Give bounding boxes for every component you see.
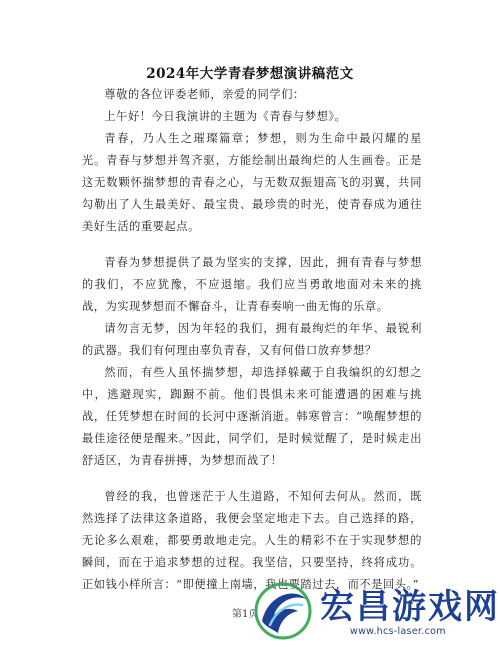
paragraph-topic: 上午好！今日我演讲的主题为《青春与梦想》。 [104,110,347,123]
dragon-logo-icon [250,581,316,641]
paragraph-personal: 曾经的我，也曾迷茫于人生道路，不知何去何从。然而，既然选择了法律这条道路，我便会坚定地走下去。自己选择的路，无论多么艰难，都要勇敢地走完。人生的精彩不在于实现梦想的瞬间，而在于追求梦想的过程。我坚信，只要坚持，终将成功。正如钱小样所言：“即便撞上南墙，我也要踏过去，而不是回头。” [82,490,422,591]
watermark-brand: 宏昌游戏网 [320,587,500,627]
site-watermark [246,575,500,647]
watermark-url: www.hcs-laser.com [350,626,446,637]
page-number: 第1页 [232,609,259,620]
document-title: 2024年大学青春梦想演讲稿范文 [146,66,354,82]
paragraph-youth-dream: 青春，乃人生之璀璨篇章；梦想，则为生命中最闪耀的星光。青春与梦想并驾齐驱，方能绘制出最绚烂的人生画卷。正是这无数颗怀揣梦想的青春之心，与无数双振翅高飞的羽翼，共同勾勒出了人生最美好、最宝贵、最珍贵的时光，使青春成为通往美好生活的重要起点。 [82,132,422,233]
document-body [82,84,422,596]
paragraph-no-dream: 请勿言无梦，因为年轻的我们，拥有最绚烂的年华、最锐利的武器。我们有何理由辜负青春，又有何借口放弃梦想？ [82,322,422,357]
greeting: 尊敬的各位评委老师，亲爱的同学们： [104,88,305,101]
paragraph-however: 然而，有些人虽怀揣梦想，却选择躲藏于自我编织的幻想之中，逃避现实，踟蹰不前。他们畏惧未来可能遭遇的困难与挑战，任凭梦想在时间的长河中逐渐消逝。韩寒曾言：“唤醒梦想的最佳途径便是醒来。”因此，同学们，是时候觉醒了，是时候走出舒适区，为青春拼搏，为梦想而战了！ [82,366,422,467]
paragraph-support: 青春为梦想提供了最为坚实的支撑，因此，拥有青春与梦想的我们，不应犹豫，不应退缩。我们应当勇敢地面对未来的挑战，为实现梦想而不懈奋斗，让青春奏响一曲无悔的乐章。 [82,256,422,313]
